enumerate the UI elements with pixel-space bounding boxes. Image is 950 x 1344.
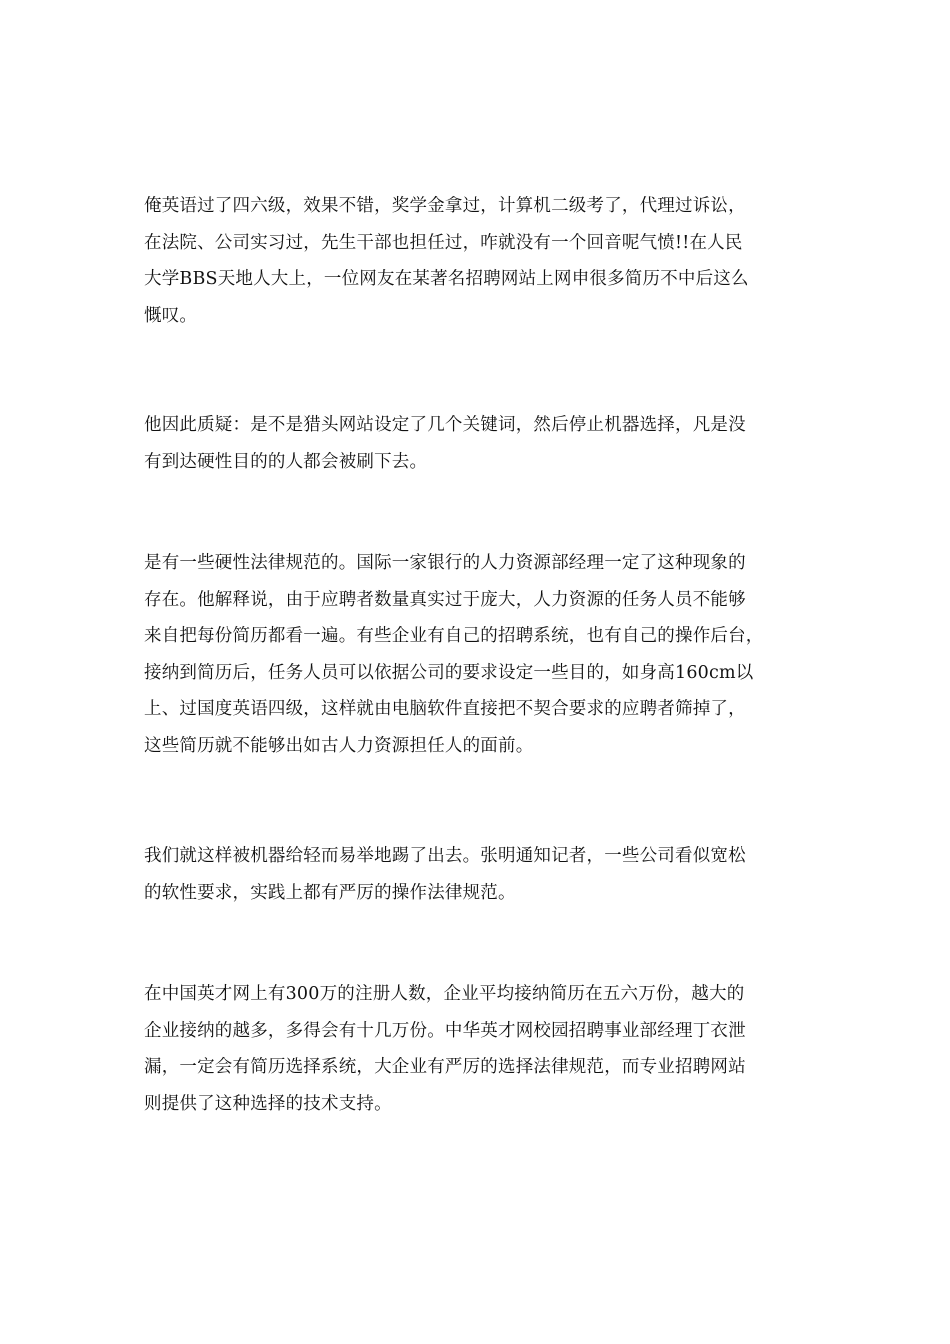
- text-line: 的软性要求，实践上都有严厉的操作法律规范。: [144, 882, 516, 903]
- text-line: 慨叹。: [144, 305, 198, 326]
- text-line: 我们就这样被机器给轻而易举地踢了出去。张明通知记者，一些公司看似宽松: [144, 846, 746, 866]
- text-line: 漏，一定会有简历选择系统，大企业有严厉的选择法律规范，而专业招聘网站: [144, 1057, 746, 1078]
- text-line: 在中国英才网上有300万的注册人数，企业平均接纳简历在五六万份，越大的: [144, 984, 745, 1004]
- text-line: 大学BBS天地人大上，一位网友在某著名招聘网站上网申很多简历不中后这么: [144, 269, 749, 290]
- paragraph-1: [144, 188, 808, 334]
- text-line: 接纳到简历后，任务人员可以依据公司的要求设定一些目的，如身高160cm以: [144, 662, 754, 683]
- paragraph-2: [144, 407, 808, 480]
- text-line: 上、过国度英语四级，这样就由电脑软件直接把不契合要求的应聘者筛掉了，: [144, 699, 746, 720]
- text-line: 企业接纳的越多，多得会有十几万份。中华英才网校园招聘事业部经理丁衣泄: [144, 1020, 746, 1041]
- text-line: 在法院、公司实习过，先生干部也担任过，咋就没有一个回音呢气愤!!在人民: [144, 232, 743, 253]
- text-line: 是有一些硬性法律规范的。国际一家银行的人力资源部经理一定了这种现象的: [144, 553, 746, 573]
- text-line: 来自把每份简历都看一遍。有些企业有自己的招聘系统，也有自己的操作后台，: [144, 626, 764, 647]
- text-line: 则提供了这种选择的技术支持。: [144, 1093, 392, 1114]
- paragraph-5: [144, 976, 808, 1122]
- text-line: 存在。他解释说，由于应聘者数量真实过于庞大，人力资源的任务人员不能够: [144, 589, 746, 610]
- text-line: 这些简历就不能够出如古人力资源担任人的面前。: [144, 735, 534, 756]
- text-line: 有到达硬性目的的人都会被刷下去。: [144, 451, 428, 472]
- text-line: 俺英语过了四六级，效果不错，奖学金拿过，计算机二级考了，代理过诉讼，: [144, 196, 746, 216]
- paragraph-4: [144, 838, 808, 911]
- paragraph-3: [144, 545, 808, 765]
- text-line: 他因此质疑：是不是猎头网站设定了几个关键词，然后停止机器选择，凡是没: [144, 415, 746, 435]
